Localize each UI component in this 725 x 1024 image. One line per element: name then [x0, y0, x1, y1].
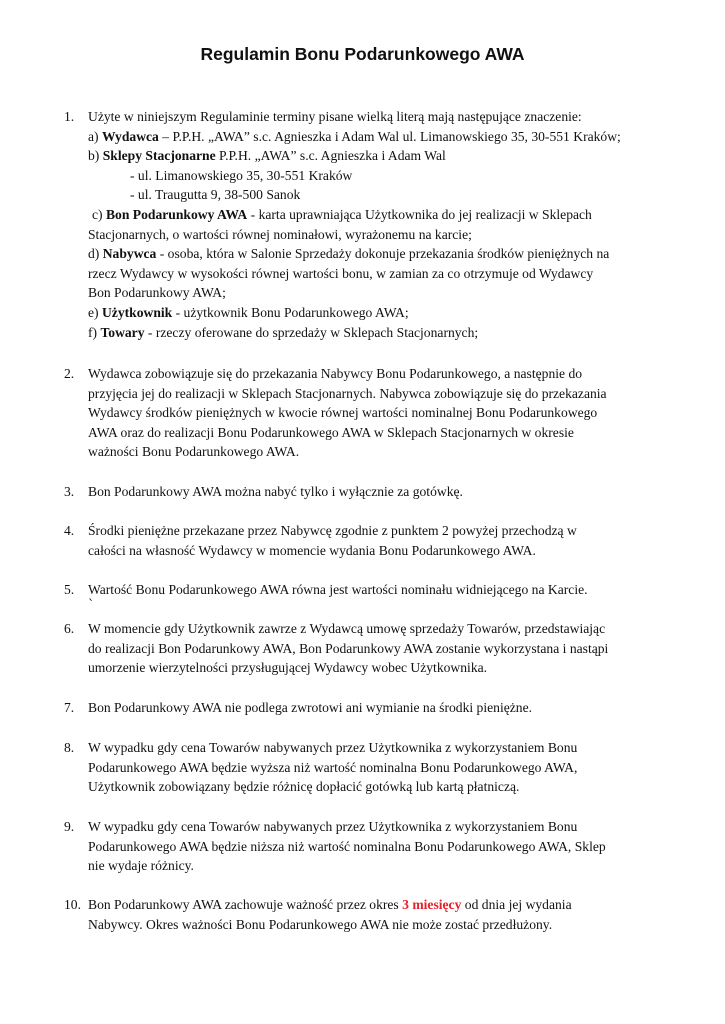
- rule-item-4: [64, 521, 686, 560]
- item-line: Bon Podarunkowy AWA zachowuje ważność przez okres 3 miesięcy od dnia jej wydania: [88, 897, 572, 912]
- item-line: Nabywcy. Okres ważności Bonu Podarunkowego AWA nie może zostać przedłużony.: [88, 916, 553, 932]
- item-line: ważności Bonu Podarunkowego AWA.: [88, 444, 300, 460]
- item-number: 1.: [64, 109, 75, 124]
- rule-item-8: [64, 738, 686, 797]
- item-number: 10.: [64, 897, 81, 912]
- rule-item-2: [64, 364, 686, 462]
- item-line: do realizacji Bon Podarunkowy AWA, Bon Podarunkowy AWA zostanie wykorzystana i nastąpi: [88, 640, 609, 656]
- item-number: 8.: [64, 740, 75, 755]
- definition-b: b) Sklepy Stacjonarne P.P.H. „AWA” s.c. Agnieszka i Adam Wal: [88, 148, 446, 164]
- item-line: Bon Podarunkowy AWA nie podlega zwrotowi ani wymianie na środki pieniężne.: [88, 700, 533, 715]
- item-line: AWA oraz do realizacji Bonu Podarunkowego AWA w Sklepach Stacjonarnych w okresie: [88, 424, 574, 440]
- store-address-1: - ul. Limanowskiego 35, 30-551 Kraków: [130, 167, 353, 183]
- definition-d: d) Nabywca - osoba, która w Salonie Sprzedaży dokonuje przekazania środków pieniężnych na: [88, 246, 610, 262]
- stray-mark: `: [88, 598, 95, 613]
- item-line: Podarunkowego AWA będzie niższa niż wartość nominalna Bonu Podarunkowego AWA, Sklep: [88, 838, 606, 854]
- rule-item-10: [64, 895, 686, 934]
- item-line: przyjęcia jej do realizacji w Sklepach Stacjonarnych. Nabywca zobowiązuje się do przekazania: [88, 385, 607, 401]
- item-number: 4.: [64, 523, 75, 538]
- definition-d-cont: rzecz Wydawcy w wysokości równej wartości bonu, w zamian za co otrzymuje od Wydawcy: [88, 265, 594, 281]
- definition-a: a) Wydawca – P.P.H. „AWA” s.c. Agnieszka i Adam Wal ul. Limanowskiego 35, 30-551 Kraków;: [88, 128, 621, 144]
- store-address-2: - ul. Traugutta 9, 38-500 Sanok: [130, 187, 301, 203]
- definition-e: e) Użytkownik - użytkownik Bonu Podarunkowego AWA;: [88, 304, 409, 320]
- item-line: całości na własność Wydawcy w momencie wydania Bonu Podarunkowego AWA.: [88, 542, 536, 558]
- definition-c: c) Bon Podarunkowy AWA - karta uprawniająca Użytkownika do jej realizacji w Sklepach: [92, 206, 592, 222]
- item-line: umorzenie wierzytelności przysługującej Wydawcy wobec Użytkownika.: [88, 660, 488, 676]
- rule-item-1: [64, 107, 686, 342]
- item-number: 7.: [64, 700, 75, 715]
- rule-item-3: [64, 482, 686, 502]
- item-line: Środki pieniężne przekazane przez Nabywcę zgodnie z punktem 2 powyżej przechodzą w: [88, 523, 577, 538]
- item-line: Użyte w niniejszym Regulaminie terminy pisane wielką literą mają następujące znaczenie:: [88, 109, 582, 124]
- document-title: Regulamin Bonu Podarunkowego AWA: [200, 44, 525, 64]
- validity-period-highlight: 3 miesięcy: [402, 897, 462, 912]
- item-line: Wartość Bonu Podarunkowego AWA równa jest wartości nominału widniejącego na Karcie.: [88, 582, 588, 597]
- item-line: W wypadku gdy cena Towarów nabywanych przez Użytkownika z wykorzystaniem Bonu: [88, 819, 578, 834]
- definition-c-cont: Stacjonarnych, o wartości równej nominałowi, wyrażonemu na karcie;: [88, 226, 472, 242]
- item-line: W wypadku gdy cena Towarów nabywanych przez Użytkownika z wykorzystaniem Bonu: [88, 740, 578, 755]
- item-number: 6.: [64, 621, 75, 636]
- rule-item-5: [64, 580, 686, 600]
- rule-item-7: [64, 698, 686, 718]
- item-number: 2.: [64, 366, 75, 381]
- item-line: Wydawcy środków pieniężnych w kwocie równej wartości nominalnej Bonu Podarunkowego: [88, 405, 598, 421]
- definition-f: f) Towary - rzeczy oferowane do sprzedaży w Sklepach Stacjonarnych;: [88, 324, 479, 340]
- item-line: nie wydaje różnicy.: [88, 858, 194, 874]
- item-line: Podarunkowego AWA będzie wyższa niż wartość nominalna Bonu Podarunkowego AWA,: [88, 759, 578, 775]
- item-number: 3.: [64, 484, 75, 499]
- item-number: 9.: [64, 819, 75, 834]
- rule-item-6: [64, 619, 686, 678]
- item-line: Bon Podarunkowy AWA można nabyć tylko i wyłącznie za gotówkę.: [88, 484, 463, 499]
- item-line: Wydawca zobowiązuje się do przekazania Nabywcy Bonu Podarunkowego, a następnie do: [88, 366, 583, 381]
- definition-d-cont: Bon Podarunkowy AWA;: [88, 285, 226, 301]
- item-number: 5.: [64, 582, 75, 597]
- item-line: W momencie gdy Użytkownik zawrze z Wydawcą umowę sprzedaży Towarów, przedstawiając: [88, 621, 606, 636]
- item-line: Użytkownik zobowiązany będzie różnicę dopłacić gotówką lub kartą płatniczą.: [88, 779, 520, 795]
- rule-item-9: [64, 817, 686, 876]
